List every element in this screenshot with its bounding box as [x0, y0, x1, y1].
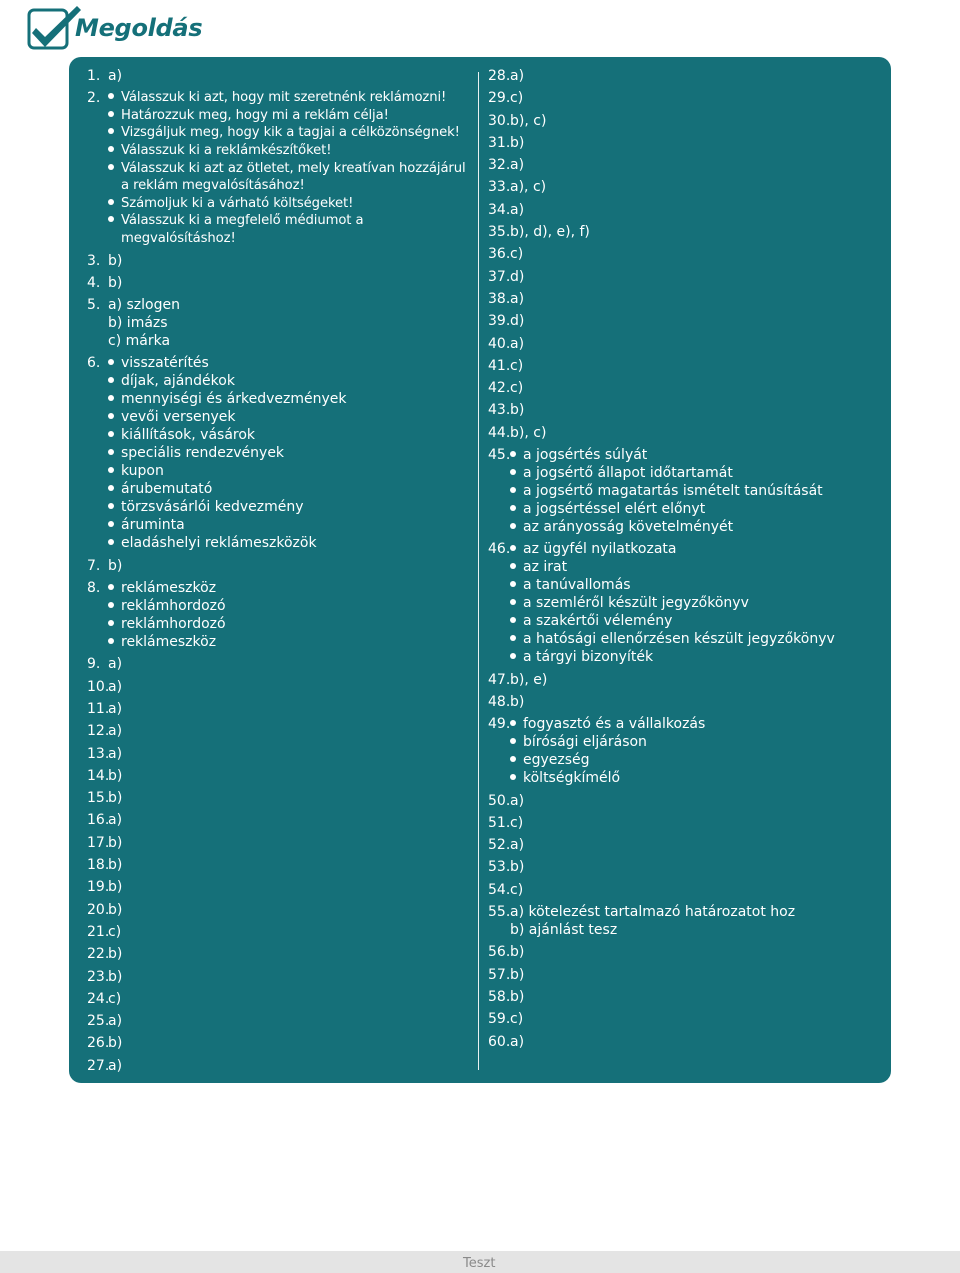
bullet-text: eladáshelyi reklámeszközök — [121, 535, 317, 552]
bullet-icon — [510, 469, 516, 475]
answer-item — [488, 112, 883, 130]
bullet-icon — [108, 359, 114, 365]
answer-number: 48. — [488, 693, 511, 710]
answer-number: 52. — [488, 837, 511, 854]
footer-label: Teszt — [463, 1256, 496, 1271]
answer-text: b) — [510, 988, 525, 1005]
bullet-text: Válasszuk ki a megfelelő médiumot a megvalósításhoz! — [121, 213, 364, 247]
bullet-item — [510, 648, 883, 666]
answer-item — [87, 878, 472, 896]
answer-text: c) — [510, 814, 524, 831]
bullet-icon — [108, 620, 114, 626]
answer-text: c) — [510, 246, 524, 263]
answer-text: b), c) — [510, 112, 547, 129]
answer-text: a) — [510, 201, 525, 218]
bullet-icon — [510, 635, 516, 641]
answer-item — [87, 745, 472, 763]
bullet-item — [108, 426, 472, 444]
answer-number: 39. — [488, 313, 511, 330]
answer-text: b) — [510, 944, 525, 961]
bullet-text: Vizsgáljuk meg, hogy kik a tagjai a célközönségnek! — [121, 125, 460, 141]
answer-text: a) — [108, 68, 123, 84]
bullet-text: áruminta — [121, 517, 185, 534]
bullet-text: a jogsértő állapot időtartamát — [523, 465, 733, 482]
answer-text: b), c) — [510, 424, 547, 441]
answer-item — [87, 579, 472, 651]
answer-number: 31. — [488, 134, 511, 151]
bullet-item — [510, 464, 883, 482]
answer-text: c) — [510, 380, 524, 397]
bullet-text: fogyasztó és a vállalkozás — [523, 716, 706, 733]
bullet-item — [108, 212, 472, 247]
answer-item — [488, 446, 883, 536]
answer-item — [87, 722, 472, 740]
answer-item — [488, 858, 883, 876]
bullet-icon — [108, 485, 114, 491]
answer-number: 56. — [488, 944, 511, 961]
answer-item — [87, 1057, 472, 1075]
bullet-item — [510, 612, 883, 630]
answer-number: 13. — [87, 745, 110, 762]
answer-number: 11. — [87, 700, 110, 717]
answer-number: 37. — [488, 268, 511, 285]
bullet-icon — [108, 164, 114, 170]
answer-text: a) — [108, 1013, 123, 1030]
bullet-item — [108, 597, 472, 615]
bullet-item — [510, 751, 883, 769]
bullet-text: kiállítások, vásárok — [121, 427, 256, 444]
answer-number: 4. — [87, 274, 101, 291]
answer-number: 17. — [87, 834, 110, 851]
answer-item — [488, 671, 883, 689]
answer-number: 42. — [488, 380, 511, 397]
answer-item — [87, 700, 472, 718]
bullet-item — [108, 160, 472, 195]
column-divider — [478, 72, 479, 1070]
answer-number: 9. — [87, 656, 101, 673]
bullet-item — [510, 733, 883, 751]
answer-text: b) — [510, 693, 525, 710]
answer-text: b) — [108, 879, 123, 896]
answer-text: c) — [510, 881, 524, 898]
answer-line: b) imázs — [108, 315, 168, 332]
bullet-text: vevői versenyek — [121, 409, 236, 426]
answer-number: 32. — [488, 157, 511, 174]
answer-line: c) márka — [108, 333, 171, 350]
bullet-text: a jogsértéssel elért előnyt — [523, 501, 706, 518]
bullet-icon — [510, 653, 516, 659]
answer-text: a) — [108, 1057, 123, 1074]
bullet-item — [108, 195, 472, 213]
answer-text: a) — [510, 1033, 525, 1050]
answer-number: 14. — [87, 767, 110, 784]
bullet-text: árubemutató — [121, 481, 213, 498]
answer-text: b) — [108, 252, 123, 269]
bullet-text: reklámeszköz — [121, 580, 217, 597]
answer-text: a) — [510, 290, 525, 307]
answer-item — [87, 1034, 472, 1052]
answer-item — [87, 968, 472, 986]
answer-number: 35. — [488, 224, 511, 241]
answer-number: 23. — [87, 968, 110, 985]
bullet-icon — [510, 756, 516, 762]
answer-item — [488, 1033, 883, 1051]
answer-item — [87, 945, 472, 963]
bullet-icon — [108, 521, 114, 527]
answer-item — [488, 201, 883, 219]
bullet-text: bírósági eljáráson — [523, 734, 647, 751]
bullet-item — [510, 630, 883, 648]
answer-item — [488, 379, 883, 397]
bullet-icon — [510, 581, 516, 587]
answer-item — [87, 811, 472, 829]
answer-line: a) szlogen — [108, 297, 180, 314]
bullet-item — [108, 480, 472, 498]
answer-item — [87, 767, 472, 785]
answer-number: 29. — [488, 90, 511, 107]
bullet-item — [108, 615, 472, 633]
bullet-icon — [510, 599, 516, 605]
bullet-item — [108, 534, 472, 552]
answer-number: 55. — [488, 904, 511, 921]
answer-text: b) — [108, 968, 123, 985]
answer-item — [488, 223, 883, 241]
answer-text: a) — [108, 656, 123, 673]
bullet-text: Válasszuk ki a reklámkészítőket! — [121, 143, 332, 159]
bullet-item — [108, 579, 472, 597]
answer-number: 2. — [87, 90, 101, 107]
answer-text: a) — [108, 723, 123, 740]
answer-text: b) — [108, 557, 123, 574]
bullet-item — [510, 540, 883, 558]
bullet-icon — [510, 774, 516, 780]
bullet-text: mennyiségi és árkedvezmények — [121, 391, 347, 408]
bullet-icon — [108, 467, 114, 473]
answer-item — [87, 252, 472, 270]
answer-text: d) — [510, 313, 525, 330]
answer-text: a) — [510, 335, 525, 352]
answer-text: b) — [108, 767, 123, 784]
answer-item — [488, 792, 883, 810]
bullet-text: az irat — [523, 559, 568, 576]
bullet-icon — [108, 449, 114, 455]
answer-item — [488, 268, 883, 286]
answer-text: a) — [108, 678, 123, 695]
answer-item — [488, 245, 883, 263]
bullet-icon — [108, 431, 114, 437]
bullet-item — [510, 576, 883, 594]
answer-number: 49. — [488, 716, 511, 733]
answer-item — [488, 836, 883, 854]
bullet-text: Válasszuk ki azt, hogy mit szeretnénk reklámozni! — [121, 90, 447, 106]
answer-number: 57. — [488, 966, 511, 983]
answer-number: 36. — [488, 246, 511, 263]
answer-number: 40. — [488, 335, 511, 352]
answer-number: 60. — [488, 1033, 511, 1050]
answer-line: a) kötelezést tartalmazó határozatot hoz — [510, 904, 796, 921]
answer-item — [488, 134, 883, 152]
answer-number: 7. — [87, 557, 101, 574]
answer-item — [87, 856, 472, 874]
bullet-item — [108, 408, 472, 426]
bullet-text: speciális rendezvények — [121, 445, 285, 462]
answer-number: 34. — [488, 201, 511, 218]
answer-number: 27. — [87, 1057, 110, 1074]
bullet-item — [108, 89, 472, 107]
answer-text: c) — [510, 357, 524, 374]
bullet-text: törzsvásárlói kedvezmény — [121, 499, 304, 516]
left-column — [87, 67, 472, 1079]
answer-text: b) — [108, 1035, 123, 1052]
bullet-icon — [108, 111, 114, 117]
answer-text: c) — [510, 90, 524, 107]
answer-line: b) ajánlást tesz — [510, 922, 618, 939]
bullet-icon — [108, 584, 114, 590]
bullet-icon — [108, 128, 114, 134]
bullet-icon — [510, 617, 516, 623]
bullet-icon — [108, 539, 114, 545]
bullet-text: egyezség — [523, 752, 590, 769]
bullet-icon — [510, 563, 516, 569]
answer-item — [87, 678, 472, 696]
answer-number: 43. — [488, 402, 511, 419]
answer-number: 51. — [488, 814, 511, 831]
answer-number: 30. — [488, 112, 511, 129]
answer-text: b) — [108, 274, 123, 291]
bullet-item — [510, 558, 883, 576]
answer-number: 10. — [87, 678, 110, 695]
answer-number: 26. — [87, 1035, 110, 1052]
answer-item — [87, 274, 472, 292]
answer-number: 3. — [87, 252, 101, 269]
bullet-icon — [108, 146, 114, 152]
answer-item — [488, 814, 883, 832]
bullet-text: reklámhordozó — [121, 598, 226, 615]
bullet-item — [108, 354, 472, 372]
bullet-icon — [510, 487, 516, 493]
bullet-item — [108, 124, 472, 142]
answer-number: 54. — [488, 881, 511, 898]
answer-item — [87, 789, 472, 807]
bullet-item — [510, 769, 883, 787]
bullet-text: díjak, ajándékok — [121, 373, 235, 390]
answer-text: d) — [510, 268, 525, 285]
answer-item — [488, 178, 883, 196]
answer-item — [488, 715, 883, 787]
answer-item — [488, 540, 883, 666]
answer-text: b) — [108, 857, 123, 874]
answer-text: b) — [510, 966, 525, 983]
answer-item — [488, 903, 883, 939]
bullet-text: az arányosság követelményét — [523, 519, 734, 536]
bullet-item — [108, 390, 472, 408]
answer-text: a) — [510, 837, 525, 854]
bullet-icon — [108, 199, 114, 205]
answer-text: a) — [510, 68, 525, 84]
answer-item — [488, 1010, 883, 1028]
answer-item — [87, 901, 472, 919]
bullet-icon — [108, 395, 114, 401]
answer-number: 8. — [87, 580, 101, 597]
bullet-item — [108, 372, 472, 390]
answer-item — [488, 357, 883, 375]
answer-item — [87, 834, 472, 852]
answer-item — [488, 335, 883, 353]
bullet-icon — [108, 377, 114, 383]
answer-number: 33. — [488, 179, 511, 196]
bullet-item — [108, 444, 472, 462]
bullet-item — [108, 462, 472, 480]
bullet-item — [108, 142, 472, 160]
bullet-text: Számoljuk ki a várható költségeket! — [121, 195, 354, 211]
answer-item — [488, 988, 883, 1006]
bullet-item — [510, 446, 883, 464]
bullet-icon — [510, 738, 516, 744]
answer-number: 12. — [87, 723, 110, 740]
answer-text: b) — [108, 834, 123, 851]
bullet-item — [108, 516, 472, 534]
bullet-text: a tanúvallomás — [523, 577, 631, 594]
bullet-icon — [510, 720, 516, 726]
answer-number: 20. — [87, 901, 110, 918]
bullet-text: a jogsértő magatartás ismételt tanúsítását — [523, 483, 823, 500]
bullet-item — [510, 500, 883, 518]
answer-item — [87, 923, 472, 941]
answer-text: c) — [108, 923, 122, 940]
answer-text: a) — [108, 745, 123, 762]
bullet-text: az ügyfél nyilatkozata — [523, 541, 677, 558]
answer-text: b) — [510, 134, 525, 151]
bullet-text: visszatérítés — [121, 355, 209, 372]
page-title: Megoldás — [75, 14, 203, 42]
bullet-icon — [510, 451, 516, 457]
answer-item — [87, 1012, 472, 1030]
bullet-item — [510, 594, 883, 612]
answer-text: b) — [510, 402, 525, 419]
answer-item — [488, 312, 883, 330]
answer-item — [87, 354, 472, 552]
bullet-icon — [510, 505, 516, 511]
answer-number: 25. — [87, 1013, 110, 1030]
answer-number: 6. — [87, 355, 101, 372]
answer-text: a), c) — [510, 179, 547, 196]
bullet-icon — [510, 523, 516, 529]
answer-item — [488, 966, 883, 984]
bullet-text: reklámeszköz — [121, 634, 217, 651]
answer-number: 19. — [87, 879, 110, 896]
answer-item — [488, 67, 883, 85]
answer-number: 15. — [87, 790, 110, 807]
bullet-item — [108, 498, 472, 516]
bullet-text: költségkímélő — [523, 770, 621, 787]
answer-number: 1. — [87, 68, 101, 84]
answer-number: 22. — [87, 946, 110, 963]
answer-text: b) — [108, 790, 123, 807]
bullet-icon — [108, 93, 114, 99]
bullet-icon — [108, 216, 114, 222]
answer-text: b) — [108, 901, 123, 918]
bullet-text: a szakértői vélemény — [523, 613, 673, 630]
answer-item — [87, 89, 472, 247]
answer-number: 59. — [488, 1011, 511, 1028]
answer-text: a) — [108, 700, 123, 717]
bullet-item — [510, 715, 883, 733]
answer-number: 38. — [488, 290, 511, 307]
answer-item — [488, 89, 883, 107]
bullet-item — [510, 482, 883, 500]
answer-item — [488, 881, 883, 899]
answer-text: b) — [510, 859, 525, 876]
bullet-icon — [108, 638, 114, 644]
bullet-icon — [108, 602, 114, 608]
bullet-text: a szemléről készült jegyzőkönyv — [523, 595, 749, 612]
answer-item — [87, 557, 472, 575]
answer-item — [488, 693, 883, 711]
answer-item — [488, 290, 883, 308]
bullet-text: Válasszuk ki azt az ötletet, mely kreatívan hozzájárul a reklám megvalósításához! — [121, 160, 466, 194]
answer-item — [87, 655, 472, 673]
answer-text: c) — [510, 1011, 524, 1028]
answer-text: a) — [108, 812, 123, 829]
bullet-item — [108, 107, 472, 125]
answer-item — [488, 401, 883, 419]
answer-item — [87, 67, 472, 85]
answer-item — [488, 156, 883, 174]
answer-number: 58. — [488, 988, 511, 1005]
answer-text: b), e) — [510, 671, 548, 688]
answer-text: b), d), e), f) — [510, 224, 590, 241]
bullet-item — [510, 518, 883, 536]
answer-number: 21. — [87, 923, 110, 940]
bullet-icon — [510, 545, 516, 551]
answer-number: 5. — [87, 297, 101, 314]
right-column — [488, 67, 883, 1055]
answer-number: 47. — [488, 671, 511, 688]
bullet-text: reklámhordozó — [121, 616, 226, 633]
answer-text: a) — [510, 792, 525, 809]
answer-text: a) — [510, 157, 525, 174]
answer-number: 16. — [87, 812, 110, 829]
answer-item — [87, 296, 472, 350]
answer-item — [488, 424, 883, 442]
answer-number: 24. — [87, 990, 110, 1007]
bullet-text: a jogsértés súlyát — [523, 447, 648, 464]
bullet-text: a hatósági ellenőrzésen készült jegyzőkönyv — [523, 631, 835, 648]
bullet-item — [108, 633, 472, 651]
answer-number: 45. — [488, 447, 511, 464]
answer-number: 53. — [488, 859, 511, 876]
answer-number: 46. — [488, 541, 511, 558]
answer-text: c) — [108, 990, 122, 1007]
answer-number: 44. — [488, 424, 511, 441]
bullet-icon — [108, 503, 114, 509]
answer-item — [488, 943, 883, 961]
answer-number: 28. — [488, 68, 511, 84]
answer-number: 18. — [87, 857, 110, 874]
answer-text: b) — [108, 946, 123, 963]
answer-number: 50. — [488, 792, 511, 809]
answer-item — [87, 990, 472, 1008]
bullet-icon — [108, 413, 114, 419]
bullet-text: a tárgyi bizonyíték — [523, 649, 654, 666]
bullet-text: Határozzuk meg, hogy mi a reklám célja! — [121, 107, 389, 123]
bullet-text: kupon — [121, 463, 164, 480]
answer-number: 41. — [488, 357, 511, 374]
